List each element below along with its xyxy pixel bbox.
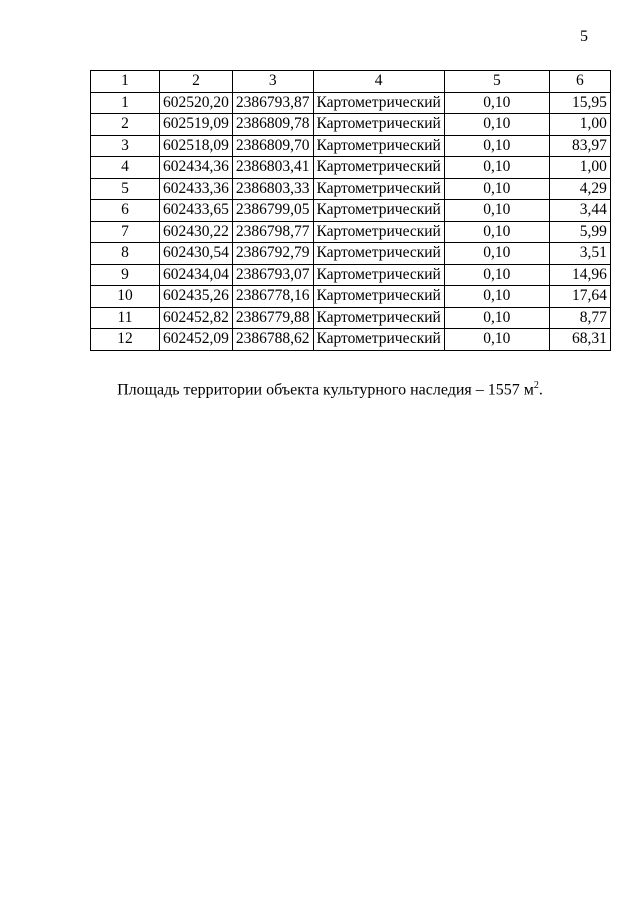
cell-coordinate-y: 2386798,77 (232, 221, 313, 243)
cell-accuracy: 0,10 (444, 135, 549, 157)
column-header-4: 4 (313, 71, 444, 93)
cell-method: Картометрический (313, 243, 444, 265)
cell-coordinate-x: 602430,22 (160, 221, 233, 243)
cell-point-number: 1 (91, 92, 160, 114)
cell-accuracy: 0,10 (444, 243, 549, 265)
cell-point-number: 11 (91, 307, 160, 329)
column-header-3: 3 (232, 71, 313, 93)
cell-point-number: 3 (91, 135, 160, 157)
cell-method: Картометрический (313, 200, 444, 222)
cell-method: Картометрический (313, 286, 444, 308)
table-body (91, 92, 611, 350)
cell-accuracy: 0,10 (444, 200, 549, 222)
column-header-2: 2 (160, 71, 233, 93)
column-header-6: 6 (549, 71, 610, 93)
area-note-superscript: 2 (533, 380, 539, 391)
cell-distance: 83,97 (549, 135, 610, 157)
cell-point-number: 10 (91, 286, 160, 308)
cell-coordinate-x: 602434,04 (160, 264, 233, 286)
cell-method: Картометрический (313, 329, 444, 351)
page-number: 5 (580, 28, 588, 45)
cell-method: Картометрический (313, 264, 444, 286)
cell-distance: 4,29 (549, 178, 610, 200)
cell-coordinate-y: 2386793,87 (232, 92, 313, 114)
cell-coordinate-x: 602520,20 (160, 92, 233, 114)
cell-method: Картометрический (313, 114, 444, 136)
cell-coordinate-y: 2386778,16 (232, 286, 313, 308)
cell-method: Картометрический (313, 135, 444, 157)
cell-distance: 1,00 (549, 157, 610, 179)
cell-distance: 17,64 (549, 286, 610, 308)
cell-coordinate-x: 602518,09 (160, 135, 233, 157)
table-row (91, 221, 611, 243)
cell-distance: 1,00 (549, 114, 610, 136)
cell-coordinate-y: 2386779,88 (232, 307, 313, 329)
column-header-1: 1 (91, 71, 160, 93)
table-row (91, 92, 611, 114)
cell-coordinate-x: 602434,36 (160, 157, 233, 179)
cell-coordinate-x: 602433,65 (160, 200, 233, 222)
cell-accuracy: 0,10 (444, 307, 549, 329)
cell-distance: 3,44 (549, 200, 610, 222)
cell-coordinate-y: 2386809,78 (232, 114, 313, 136)
cell-accuracy: 0,10 (444, 92, 549, 114)
table-row (91, 157, 611, 179)
cell-point-number: 2 (91, 114, 160, 136)
cell-point-number: 7 (91, 221, 160, 243)
cell-point-number: 12 (91, 329, 160, 351)
table-row (91, 178, 611, 200)
cell-method: Картометрический (313, 307, 444, 329)
cell-distance: 15,95 (549, 92, 610, 114)
area-note-suffix: . (538, 381, 543, 399)
cell-accuracy: 0,10 (444, 329, 549, 351)
cell-method: Картометрический (313, 221, 444, 243)
cell-coordinate-x: 602433,36 (160, 178, 233, 200)
cell-accuracy: 0,10 (444, 157, 549, 179)
cell-accuracy: 0,10 (444, 264, 549, 286)
table-row (91, 264, 611, 286)
coordinates-table (90, 70, 611, 351)
cell-point-number: 6 (91, 200, 160, 222)
cell-accuracy: 0,10 (444, 114, 549, 136)
cell-accuracy: 0,10 (444, 221, 549, 243)
table-row (91, 307, 611, 329)
table-row (91, 286, 611, 308)
cell-distance: 68,31 (549, 329, 610, 351)
cell-point-number: 4 (91, 157, 160, 179)
cell-point-number: 5 (91, 178, 160, 200)
cell-coordinate-x: 602435,26 (160, 286, 233, 308)
table-row (91, 135, 611, 157)
column-header-5: 5 (444, 71, 549, 93)
cell-method: Картометрический (313, 178, 444, 200)
cell-coordinate-y: 2386799,05 (232, 200, 313, 222)
cell-point-number: 9 (91, 264, 160, 286)
cell-distance: 8,77 (549, 307, 610, 329)
cell-coordinate-y: 2386788,62 (232, 329, 313, 351)
cell-coordinate-y: 2386803,33 (232, 178, 313, 200)
table-row (91, 200, 611, 222)
cell-method: Картометрический (313, 92, 444, 114)
cell-distance: 3,51 (549, 243, 610, 265)
cell-accuracy: 0,10 (444, 286, 549, 308)
cell-method: Картометрический (313, 157, 444, 179)
table-header-row (91, 71, 611, 93)
cell-coordinate-x: 602452,82 (160, 307, 233, 329)
cell-coordinate-x: 602430,54 (160, 243, 233, 265)
table-row (91, 114, 611, 136)
cell-coordinate-y: 2386809,70 (232, 135, 313, 157)
table-row (91, 243, 611, 265)
area-note (0, 380, 640, 399)
cell-distance: 14,96 (549, 264, 610, 286)
cell-distance: 5,99 (549, 221, 610, 243)
cell-coordinate-y: 2386792,79 (232, 243, 313, 265)
cell-point-number: 8 (91, 243, 160, 265)
area-note-text: Площадь территории объекта культурного наследия – 1557 м (117, 381, 534, 399)
cell-coordinate-y: 2386793,07 (232, 264, 313, 286)
cell-coordinate-y: 2386803,41 (232, 157, 313, 179)
cell-coordinate-x: 602519,09 (160, 114, 233, 136)
cell-accuracy: 0,10 (444, 178, 549, 200)
table-row (91, 329, 611, 351)
table-header (91, 71, 611, 93)
cell-coordinate-x: 602452,09 (160, 329, 233, 351)
